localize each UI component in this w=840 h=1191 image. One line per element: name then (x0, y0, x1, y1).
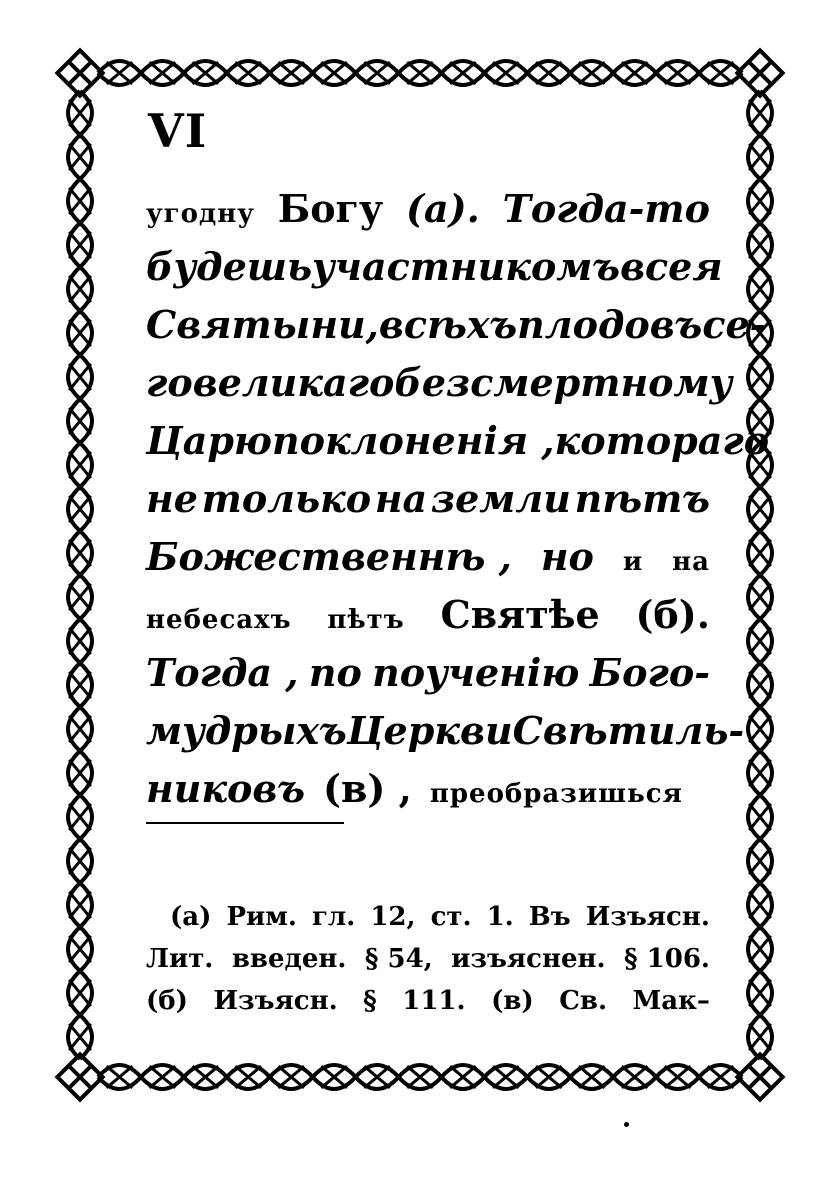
word: котораго (554, 418, 770, 463)
text-line (146, 180, 710, 238)
footnote-word: Рим. (226, 902, 297, 932)
border-corner (737, 50, 782, 95)
text-line (146, 470, 710, 528)
footnote-word: (в) (491, 986, 534, 1016)
footnote-word: (а) (170, 902, 212, 932)
footnote-line (146, 980, 710, 1022)
word: поклоненія , (271, 418, 555, 463)
word: мудрыхъ (146, 708, 347, 753)
footnote-word: Изъясн. (585, 902, 710, 932)
footnote-word: § (363, 986, 377, 1016)
footnote-word: Изъясн. (213, 986, 338, 1016)
footnote-word: ст. (430, 902, 472, 932)
footnote-word: (б) (146, 986, 188, 1016)
page-number: VI (148, 104, 208, 158)
word: небесахъ (146, 605, 292, 635)
word: Бого- (589, 650, 710, 695)
border-corner (57, 1054, 102, 1099)
word: Царю (146, 418, 272, 463)
border-bottom (98, 1065, 742, 1089)
word: се- (702, 302, 766, 347)
footnote-line (146, 938, 710, 980)
footnote-line (146, 896, 710, 938)
word: только (201, 476, 372, 521)
word: Церкви (346, 708, 513, 753)
footnote-word: 1. (486, 902, 514, 932)
word: го (146, 360, 193, 405)
text-line (146, 412, 770, 470)
word: Тогда-то (502, 186, 710, 231)
word: по (308, 650, 362, 695)
word: великаго (192, 360, 395, 405)
word: пѣтъ (574, 476, 710, 521)
text-line (146, 702, 745, 760)
word: на (672, 547, 710, 577)
text-line (146, 354, 733, 412)
word: не (146, 476, 198, 521)
text-line (146, 760, 710, 818)
footnote-word: § 106. (623, 944, 710, 974)
word: всѣхъ (378, 302, 518, 347)
word: участникомъ (312, 244, 621, 289)
footnote-ref: (в) , (322, 766, 412, 811)
footnote-word: введен. (231, 944, 347, 974)
text-line (146, 296, 766, 354)
word: но (540, 534, 594, 579)
footnote-word: Св. (559, 986, 608, 1016)
word: будешь (146, 244, 313, 289)
word: Святѣе (440, 592, 600, 637)
word: преобразишься (429, 779, 683, 809)
word: плодовъ (517, 302, 703, 347)
footnote-word: Въ (528, 902, 571, 932)
word: пѣтъ (327, 605, 405, 635)
word: земли (430, 476, 571, 521)
word: Святыни, (146, 302, 379, 347)
border-left (68, 91, 92, 1059)
text-line (146, 238, 723, 296)
word: безсмертному (394, 360, 733, 405)
word: никовъ (146, 766, 305, 811)
footnote-ref: (б). (635, 592, 710, 637)
border-right (748, 91, 772, 1059)
footnote-word: Лит. (146, 944, 214, 974)
text-line (146, 528, 710, 586)
word: Богу (277, 186, 384, 231)
footnote-ref: (а). (405, 186, 480, 231)
footnote-word: гл. (311, 902, 356, 932)
word: Свѣтиль- (512, 708, 745, 753)
word: на (374, 476, 428, 521)
border-corner (737, 1054, 782, 1099)
word: поученію (372, 650, 580, 695)
footnote-word: Мак– (632, 986, 710, 1016)
text-line (146, 586, 710, 644)
footnote-word: изъяснен. (451, 944, 606, 974)
ink-speck (624, 1122, 629, 1127)
border-top (98, 61, 742, 85)
footnote-word: § 54, (364, 944, 433, 974)
text-line (146, 644, 710, 702)
word: угодну (146, 199, 255, 229)
word: Тогда , (146, 650, 299, 695)
word: Божественнѣ , (146, 534, 512, 579)
footnote-word: 12, (370, 902, 416, 932)
footnote-separator (146, 822, 344, 824)
word: и (622, 547, 644, 577)
word: всея (620, 244, 723, 289)
main-text (146, 180, 770, 818)
footnotes (146, 896, 710, 1022)
footnote-word: 111. (402, 986, 466, 1016)
border-corner (57, 50, 102, 95)
